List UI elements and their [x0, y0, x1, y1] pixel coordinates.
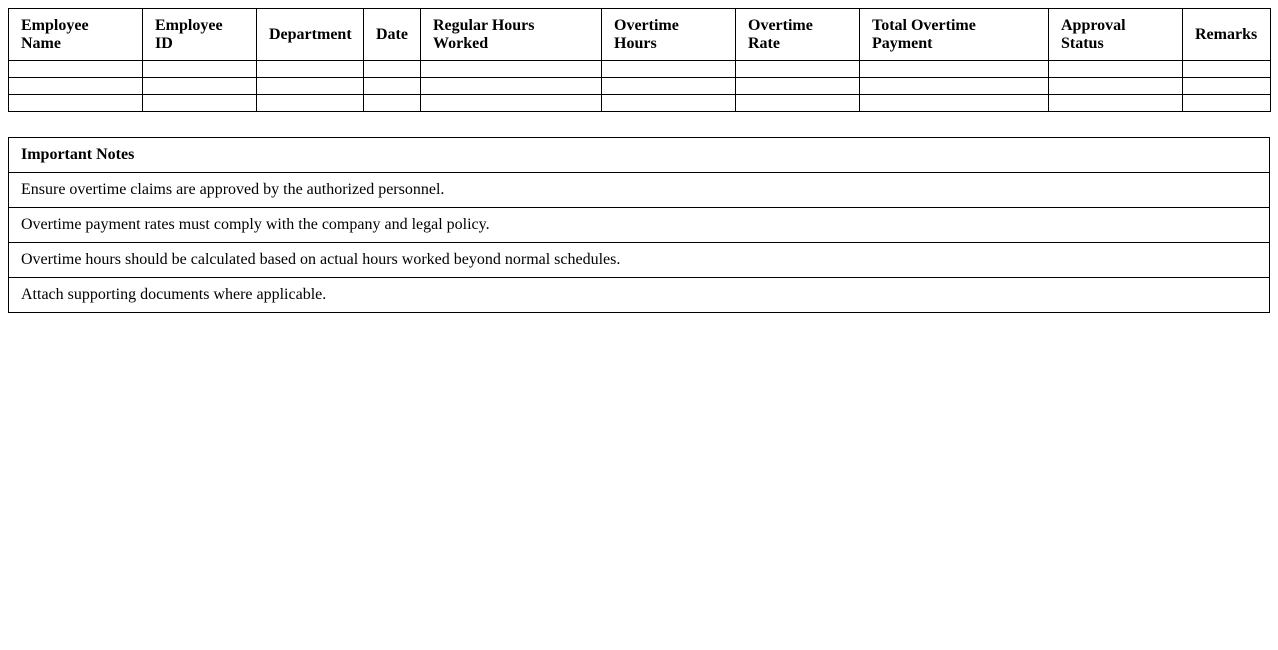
table-cell[interactable] [602, 78, 736, 95]
notes-title: Important Notes [9, 138, 1270, 173]
table-cell[interactable] [1049, 95, 1183, 112]
note-item: Ensure overtime claims are approved by the authorized personnel. [9, 173, 1270, 208]
table-cell[interactable] [364, 95, 421, 112]
header-regular-hours-worked: Regular Hours Worked [421, 9, 602, 61]
table-cell[interactable] [736, 78, 860, 95]
table-row [9, 95, 1271, 112]
overtime-table-header [9, 9, 1271, 61]
table-cell[interactable] [257, 78, 364, 95]
table-cell[interactable] [143, 78, 257, 95]
header-employee-name: Employee Name [9, 9, 143, 61]
table-cell[interactable] [257, 95, 364, 112]
table-cell[interactable] [1183, 78, 1271, 95]
note-item: Overtime payment rates must comply with the company and legal policy. [9, 208, 1270, 243]
table-cell[interactable] [860, 78, 1049, 95]
table-cell[interactable] [421, 95, 602, 112]
table-cell[interactable] [860, 95, 1049, 112]
table-cell[interactable] [1049, 78, 1183, 95]
header-row [9, 9, 1271, 61]
table-cell[interactable] [1183, 95, 1271, 112]
table-cell[interactable] [602, 61, 736, 78]
header-date: Date [364, 9, 421, 61]
table-row [9, 61, 1271, 78]
header-overtime-hours: Overtime Hours [602, 9, 736, 61]
notes-body [9, 138, 1270, 313]
table-cell[interactable] [421, 78, 602, 95]
note-row [9, 278, 1270, 313]
header-department: Department [257, 9, 364, 61]
header-remarks: Remarks [1183, 9, 1271, 61]
table-cell[interactable] [860, 61, 1049, 78]
note-item: Attach supporting documents where applicable. [9, 278, 1270, 313]
table-cell[interactable] [602, 95, 736, 112]
note-row [9, 173, 1270, 208]
table-cell[interactable] [736, 61, 860, 78]
table-row [9, 78, 1271, 95]
note-row [9, 243, 1270, 278]
table-cell[interactable] [257, 61, 364, 78]
table-cell[interactable] [9, 78, 143, 95]
header-overtime-rate: Overtime Rate [736, 9, 860, 61]
note-item: Overtime hours should be calculated based on actual hours worked beyond normal schedules. [9, 243, 1270, 278]
table-cell[interactable] [421, 61, 602, 78]
table-cell[interactable] [364, 78, 421, 95]
table-cell[interactable] [9, 61, 143, 78]
header-approval-status: Approval Status [1049, 9, 1183, 61]
overtime-table-body [9, 61, 1271, 112]
table-cell[interactable] [364, 61, 421, 78]
note-row [9, 208, 1270, 243]
table-cell[interactable] [9, 95, 143, 112]
header-employee-id: Employee ID [143, 9, 257, 61]
table-cell[interactable] [1183, 61, 1271, 78]
header-total-overtime-payment: Total Overtime Payment [860, 9, 1049, 61]
overtime-table [8, 8, 1271, 112]
table-cell[interactable] [1049, 61, 1183, 78]
table-cell[interactable] [143, 61, 257, 78]
important-notes-table [8, 137, 1270, 313]
table-cell[interactable] [143, 95, 257, 112]
table-cell[interactable] [736, 95, 860, 112]
notes-title-row [9, 138, 1270, 173]
